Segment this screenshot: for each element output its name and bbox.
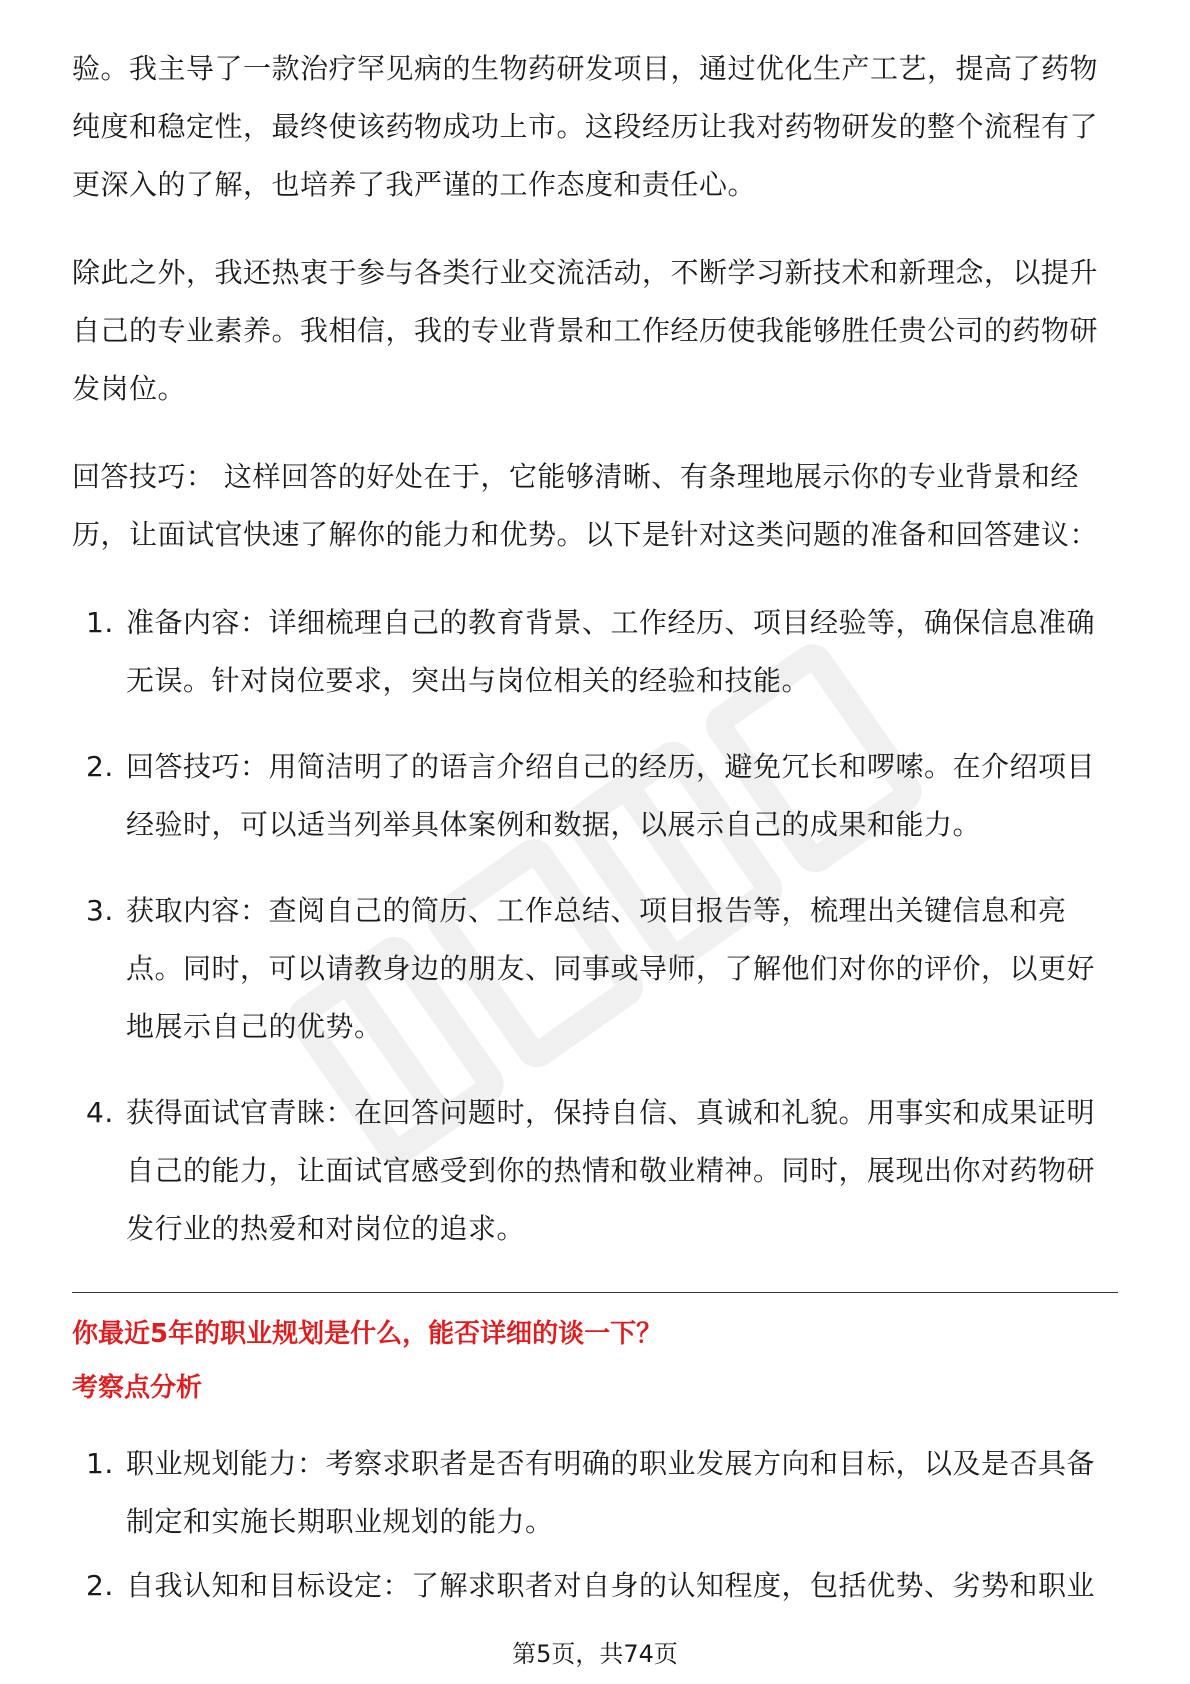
- list-text: 获得面试官青睐：在回答问题时，保持自信、真诚和礼貌。用事实和成果证明自己的能力，让面试官感受到你的热情和敬业精神。同时，展现出你对药物研发行业的热爱和对岗位的追求。: [126, 1096, 1096, 1245]
- list-item: [72, 738, 1118, 854]
- list-number: 3.: [86, 894, 114, 927]
- list-text: 回答技巧：用简洁明了的语言介绍自己的经历，避免冗长和啰嗦。在介绍项目经验时，可以适当列举具体案例和数据，以展示自己的成果和能力。: [126, 750, 1096, 841]
- tips-list: [72, 594, 1118, 1258]
- list-number: 4.: [86, 1096, 114, 1129]
- list-item: [72, 1435, 1118, 1551]
- page-footer: 第5页，共74页: [512, 1640, 678, 1668]
- list-text: 职业规划能力：考察求职者是否有明确的职业发展方向和目标，以及是否具备制定和实施长期职业规划的能力。: [126, 1447, 1096, 1538]
- document-body: [72, 40, 1118, 1621]
- list-text: 准备内容：详细梳理自己的教育背景、工作经历、项目经验等，确保信息准确无误。针对岗位要求，突出与岗位相关的经验和技能。: [126, 606, 1096, 697]
- list-text: 获取内容：查阅自己的简历、工作总结、项目报告等，梳理出关键信息和亮点。同时，可以请教身边的朋友、同事或导师，了解他们对你的评价，以更好地展示自己的优势。: [126, 894, 1096, 1043]
- section-divider: [72, 1292, 1118, 1293]
- paragraph-2: 除此之外，我还热衷于参与各类行业交流活动，不断学习新技术和新理念，以提升自己的专业素养。我相信，我的专业背景和工作经历使我能够胜任贵公司的药物研发岗位。: [72, 256, 1099, 405]
- list-text: 自我认知和目标设定：了解求职者对自身的认知程度，包括优势、劣势和职业: [126, 1569, 1096, 1602]
- question-subtitle: 考察点分析: [72, 1373, 203, 1403]
- list-item: [72, 1084, 1118, 1258]
- list-number: 2.: [86, 750, 114, 783]
- question-title: 你最近5年的职业规划是什么，能否详细的谈一下？: [72, 1319, 663, 1349]
- list-item: [72, 1557, 1118, 1615]
- list-number: 1.: [86, 1447, 114, 1480]
- paragraph-1: 验。我主导了一款治疗罕见病的生物药研发项目，通过优化生产工艺，提高了药物纯度和稳定性，最终使该药物成功上市。这段经历让我对药物研发的整个流程有了更深入的了解，也培养了我严谨的工作态度和责任心。: [72, 52, 1099, 201]
- analysis-list: [72, 1435, 1118, 1615]
- list-number: 1.: [86, 606, 114, 639]
- list-item: [72, 882, 1118, 1056]
- paragraph-answer-tips: 回答技巧： 这样回答的好处在于，它能够清晰、有条理地展示你的专业背景和经历，让面试官快速了解你的能力和优势。以下是针对这类问题的准备和回答建议：: [72, 460, 1099, 551]
- list-item: [72, 594, 1118, 710]
- list-number: 2.: [86, 1569, 114, 1602]
